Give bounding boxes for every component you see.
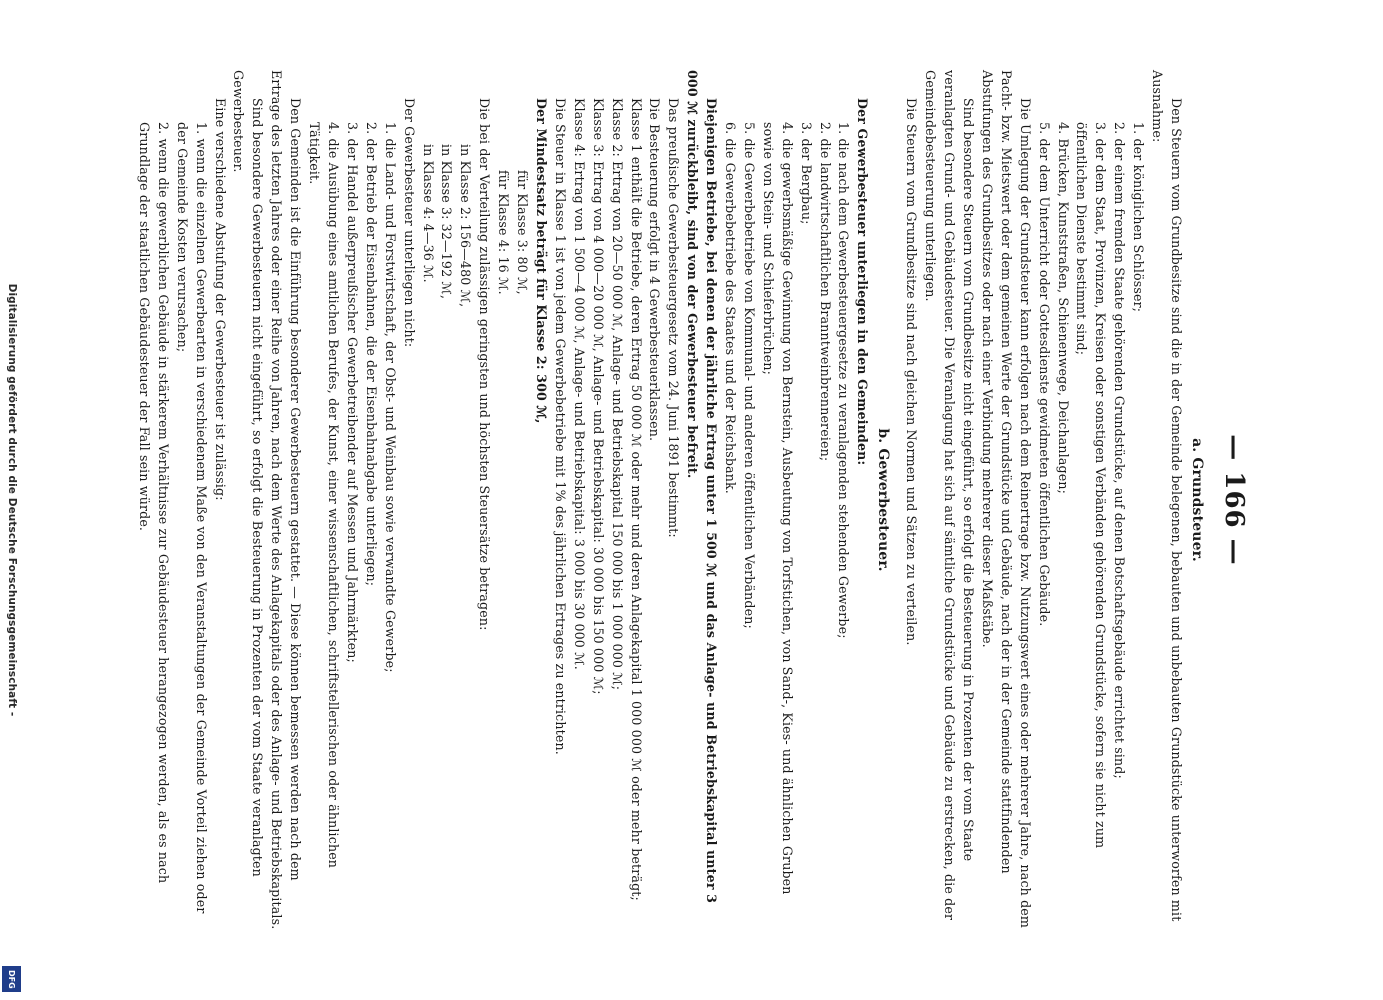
section-b-paragraph: in Klasse 3: 32—192 ℳ, xyxy=(439,144,455,300)
section-a-paragraph: Sind besondere Steuern vom Grundbesitze nicht eingeführt, so erfolgt die Besteuerung in Prozenten der vom Staate veranlagten Grund- und Gebäudesteuer. Die Veranlagung hat sich auf sämtliche Grundstücke und Gebäude zu erstrecken, die der Gemeindebesteuerung unterliegen. xyxy=(923,70,977,921)
section-b-paragraph: Das preußische Gewerbesteuergesetz vom 24. Juni 1891 bestimmt: xyxy=(666,98,682,538)
section-b-paragraph: 3. der Handel außerpreußischer Gewerbetreibender auf Messen und Jahrmärkten; xyxy=(344,122,360,663)
section-b-paragraph: 2. der Betrieb der Eisenbahnen, die der Eisenbahnabgabe unterliegen; xyxy=(363,122,379,587)
section-b-paragraph: 2. wenn die gewerblichen Gebäude in stärkerem Verhältnisse zur Gebäudesteuer herangezogen werden, als es nach Grundlage der staatlichen Gebäudesteuer der Fall sein würde. xyxy=(136,122,171,884)
section-a-paragraph: Die Steuern vom Grundbesitze sind nach gleichen Normen und Sätzen zu verteilen. xyxy=(904,98,920,646)
section-b-paragraph: für Klasse 3: 80 ℳ, xyxy=(515,170,531,295)
section-b-paragraph: Diejenigen Betriebe, bei denen der jährliche Ertrag unter 1 500 ℳ und das Anlage- und Betriebskapital unter 3 000 ℳ zurückbleibt, sind von der Gewerbesteuer befreit. xyxy=(685,70,720,904)
section-b-paragraph: Klasse 1 enthält die Betriebe, deren Ertrag 50 000 ℳ oder mehr und deren Anlagekapital 1 000 000 ℳ oder mehr beträgt; xyxy=(628,98,644,901)
funding-credit: Digitalisierung gefördert durch die Deutsche Forschungsgemeinschaft - xyxy=(6,283,18,717)
section-b-heading: b. Gewerbesteuer. xyxy=(875,428,892,572)
section-a-paragraph: 5. der dem Unterricht oder Gottesdienste gewidmeten öffentlichen Gebäude. xyxy=(1036,122,1052,627)
section-b-paragraph: Sind besondere Gewerbesteuern nicht eingeführt, so erfolgt die Besteuerung in Prozenten der vom Staate veranlagten Gewerbesteuer. xyxy=(231,70,266,877)
section-b-paragraph: in Klasse 2: 156—480 ℳ, xyxy=(458,144,474,308)
section-a-paragraph: 1. der königlichen Schlösser; xyxy=(1131,122,1147,313)
section-b-paragraph: Klasse 2: Ertrag von 20—50 000 ℳ, Anlage- und Betriebskapital 150 000 bis 1 000 000 ℳ; xyxy=(609,98,625,691)
section-b-paragraph: für Klasse 4: 16 ℳ. xyxy=(496,170,512,295)
section-b-paragraph: in Klasse 4: 4—36 ℳ. xyxy=(420,144,436,283)
section-b-paragraph: Der Mindestsatz beträgt für Klasse 2: 300 ℳ, xyxy=(534,98,549,424)
section-b-paragraph: Klasse 4: Ertrag von 1 500—4 000 ℳ, Anlage- und Betriebskapital: 3 000 bis 30 000 ℳ. xyxy=(571,98,587,670)
section-b-paragraph: 2. die landwirtschaftlichen Branntweinbrennereien; xyxy=(817,122,833,462)
section-a-paragraph: 3. der dem Staat, Provinzen, Kreisen oder sonstigen Verbänden gehörenden Grundstücke, sofern sie nicht zum öffentlichen Dienste bestimmt sind; xyxy=(1074,122,1109,849)
section-b-paragraph: Die Steuer in Klasse 1 ist von jedem Gewerbebetriebe mit 1% des jährlichen Ertrages zu entrichten. xyxy=(552,98,568,755)
section-b-paragraph: Die bei der Verteilung zulässigen geringsten und höchsten Steuersätze betragen: xyxy=(477,98,493,631)
document-page xyxy=(131,70,1251,930)
section-b-paragraph: 4. die Ausübung eines amtlichen Berufes, der Kunst, einer wissenschaftlichen, schriftstellerischen oder ähnlichen Tätigkeit. xyxy=(307,122,342,869)
section-a-body xyxy=(901,70,1185,930)
section-a-paragraph: Den Steuern vom Grundbesitze sind die in der Gemeinde belegenen, bebauten und unbebauten Grundstücke unterworfen mit Ausnahme: xyxy=(1150,70,1184,922)
section-b-paragraph: 6. die Gewerbebetriebe des Staates und der Reichsbank. xyxy=(723,122,739,494)
section-a-paragraph: Die Umlegung der Grundsteuer kann erfolgen nach dem Reinertrage bzw. Nutzungswert eines oder mehrerer Jahre, nach dem Pacht- bzw. Mietswert oder dem gemeinen Werte der Grundstücke und Gebäude, nach der in der Gemeinde stattfindenden Abstufungen des Grundbesitzes oder nach einer Verbindung mehrerer dieser Maßstäbe. xyxy=(979,70,1033,928)
section-b-paragraph: Klasse 3: Ertrag von 4 000—20 000 ℳ, Anlage- und Betriebskapital: 30 000 bis 150 000 ℳ; xyxy=(590,98,606,695)
section-a-paragraph: 4. Brücken, Kunststraßen, Schienenwege, Deichanlagen; xyxy=(1055,122,1071,494)
section-b-paragraph: 3. der Bergbau; xyxy=(798,122,814,225)
section-b-paragraph: 1. die Land- und Forstwirtschaft, der Obst- und Weinbau sowie verwandte Gewerbe; xyxy=(382,122,398,673)
section-b-paragraph: Der Gewerbesteuer unterliegen nicht: xyxy=(401,98,417,348)
section-b-paragraph: 1. die nach dem Gewerbesteuergesetze zu veranlagenden stehenden Gewerbe; xyxy=(836,122,852,639)
section-b-paragraph: Die Besteuerung erfolgt in 4 Gewerbesteuerklassen. xyxy=(647,98,663,442)
section-b-paragraph: Der Gewerbesteuer unterliegen in den Gemeinden: xyxy=(855,98,871,466)
section-b-body xyxy=(134,70,871,930)
section-b-paragraph: 4. die gewerbsmäßige Gewinnung von Bernstein, Ausbeutung von Torfstichen, von Sand-, Kies- und ähnlichen Gruben sowie von Stein- und Schieferbrüchen; xyxy=(760,122,795,895)
section-a-paragraph: 2. der einem fremden Staate gehörenden Grundstücke, auf denen Botschaftsgebäude errichtet sind; xyxy=(1112,122,1128,779)
section-b-paragraph: Den Gemeinden ist die Einführung besonderer Gewerbesteuern gestattet. — Diese können bemessen werden nach dem Ertrage des letzten Jahres oder einer Reihe von Jahren, nach dem Werte des Anlagekapitals oder des Anlage- und Betriebskapitals. xyxy=(269,70,304,930)
section-b-paragraph: 5. die Gewerbebetriebe von Kommunal- und anderen öffentlichen Verbänden; xyxy=(741,122,757,629)
section-a-heading: a. Grundsteuer. xyxy=(1189,438,1205,562)
section-b-paragraph: Eine verschiedene Abstufung der Gewerbesteuer ist zulässig: xyxy=(212,98,228,501)
section-b-paragraph: 1. wenn die einzelnen Gewerbearten in verschiedenem Maße von den Veranstaltungen der Gemeinde Vorteil ziehen oder der Gemeinde Kosten verursachen; xyxy=(174,122,209,914)
dfg-logo: DFG xyxy=(2,966,21,992)
page-number: — 166 — xyxy=(1219,434,1249,566)
